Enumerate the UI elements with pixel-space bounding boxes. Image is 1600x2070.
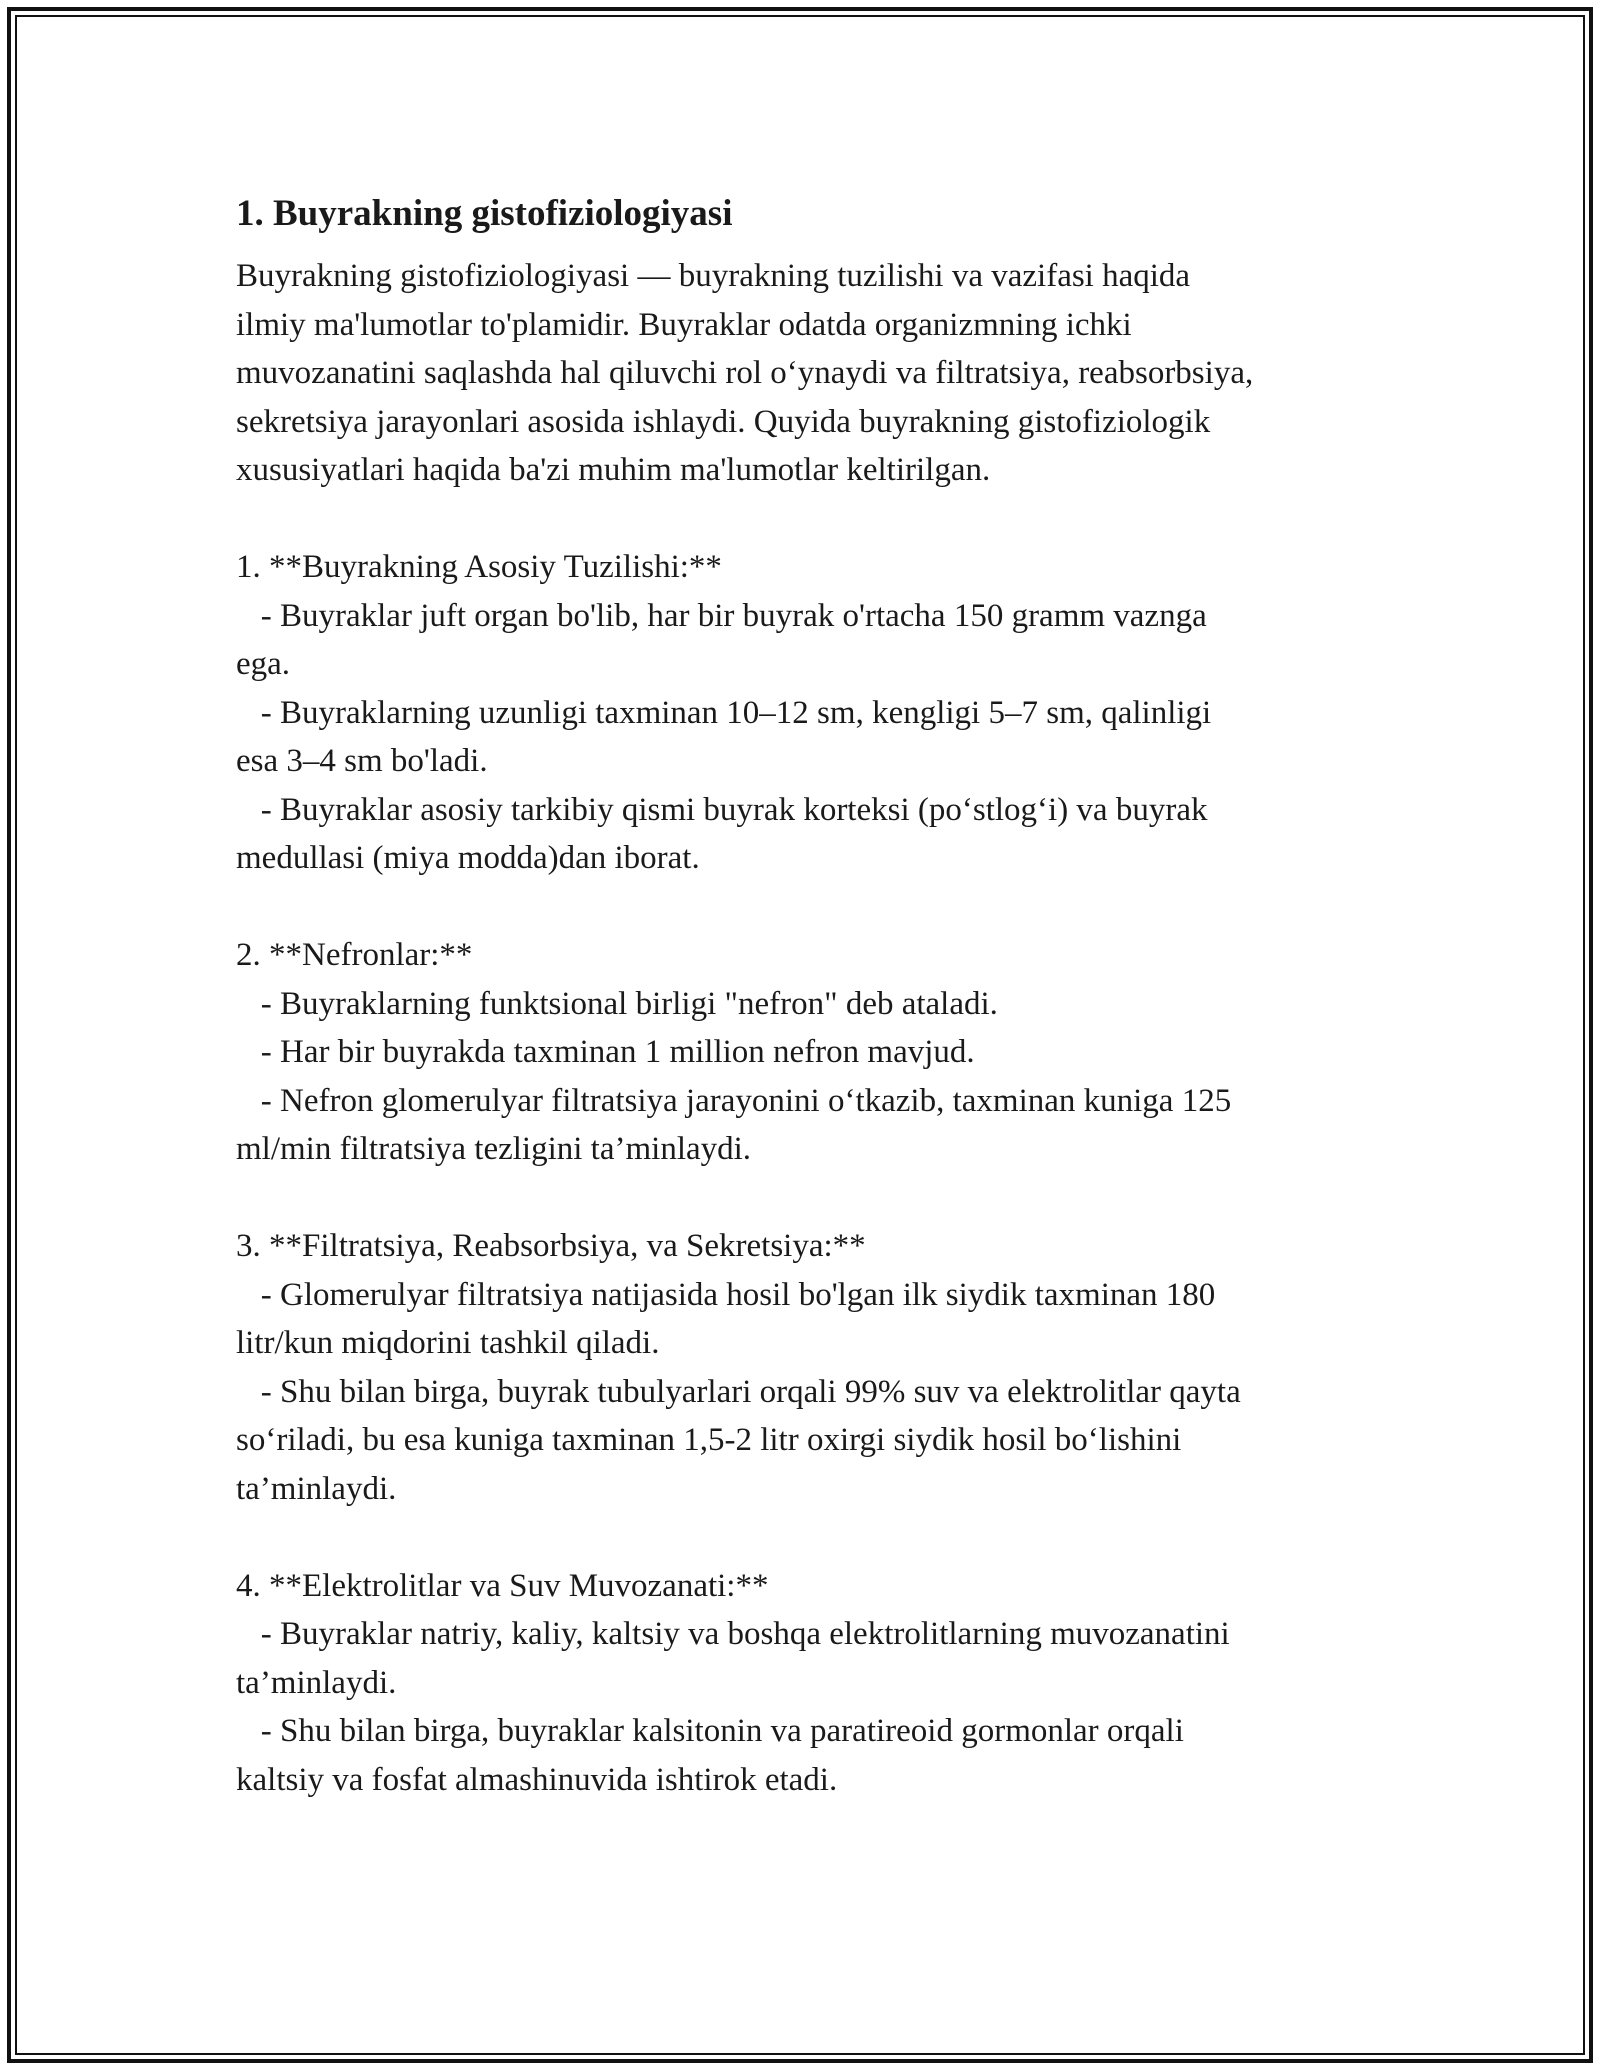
- intro-line: sekretsiya jarayonlari asosida ishlaydi. Quyida buyrakning gistofiziologik: [236, 403, 1211, 440]
- section-line: ta’minlaydi.: [236, 1664, 397, 1701]
- section-title: 4. **Elektrolitlar va Suv Muvozanati:**: [236, 1567, 769, 1604]
- section-line: - Glomerulyar filtratsiya natijasida hosil bo'lgan ilk siydik taxminan 180: [236, 1276, 1216, 1313]
- intro-paragraph: [236, 252, 1376, 495]
- section-line: - Buyraklarning uzunligi taxminan 10–12 sm, kengligi 5–7 sm, qalinligi: [236, 694, 1212, 731]
- section-line: litr/kun miqdorini tashkil qiladi.: [236, 1325, 660, 1361]
- section-line: - Buyraklar juft organ bo'lib, har bir buyrak o'rtacha 150 gramm vaznga: [236, 597, 1207, 634]
- paragraph-gap: [236, 883, 1376, 932]
- section-line: ml/min filtratsiya tezligini ta’minlaydi.: [236, 1131, 752, 1167]
- section-line: esa 3–4 sm bo'ladi.: [236, 743, 488, 779]
- paragraph-gap: [236, 495, 1376, 544]
- section-line: - Buyraklar natriy, kaliy, kaltsiy va boshqa elektrolitlarning muvozanatini: [236, 1616, 1230, 1652]
- section-line: - Shu bilan birga, buyraklar kalsitonin va paratireoid gormonlar orqali: [236, 1713, 1184, 1749]
- paragraph-gap: [236, 1174, 1376, 1223]
- section-title: 3. **Filtratsiya, Reabsorbsiya, va Sekretsiya:**: [236, 1228, 866, 1264]
- document-body: [236, 188, 1376, 1804]
- intro-line: Buyrakning gistofiziologiyasi — buyrakning tuzilishi va vazifasi haqida: [236, 258, 1191, 294]
- section-line: medullasi (miya modda)dan iborat.: [236, 840, 700, 876]
- paragraph-gap: [236, 1513, 1376, 1562]
- section-line: - Har bir buyrakda taxminan 1 million nefron mavjud.: [236, 1034, 975, 1070]
- document-heading: 1. Buyrakning gistofiziologiyasi: [236, 193, 733, 234]
- section-title: 2. **Nefronlar:**: [236, 937, 473, 973]
- section-line: - Nefron glomerulyar filtratsiya jarayonini o‘tkazib, taxminan kuniga 125: [236, 1082, 1232, 1119]
- section-electrolytes: [236, 1562, 1376, 1805]
- section-filtration: [236, 1222, 1376, 1513]
- section-line: - Buyraklarning funktsional birligi "nefron" deb ataladi.: [236, 985, 998, 1022]
- section-line: ta’minlaydi.: [236, 1470, 397, 1507]
- intro-line: muvozanatini saqlashda hal qiluvchi rol o‘ynaydi va filtratsiya, reabsorbsiya,: [236, 355, 1254, 391]
- section-line: ega.: [236, 646, 291, 682]
- section-title: 1. **Buyrakning Asosiy Tuzilishi:**: [236, 549, 722, 585]
- intro-line: ilmiy ma'lumotlar to'plamidir. Buyraklar odatda organizmning ichki: [236, 306, 1132, 343]
- section-structure: [236, 543, 1376, 883]
- section-line: - Shu bilan birga, buyrak tubulyarlari orqali 99% suv va elektrolitlar qayta: [236, 1373, 1241, 1410]
- section-nephrons: [236, 931, 1376, 1174]
- intro-line: xususiyatlari haqida ba'zi muhim ma'lumotlar keltirilgan.: [236, 452, 991, 488]
- section-line: - Buyraklar asosiy tarkibiy qismi buyrak korteksi (po‘stlog‘i) va buyrak: [236, 791, 1208, 828]
- section-line: kaltsiy va fosfat almashinuvida ishtirok etadi.: [236, 1761, 838, 1798]
- section-line: so‘riladi, bu esa kuniga taxminan 1,5-2 litr oxirgi siydik hosil bo‘lishini: [236, 1422, 1182, 1458]
